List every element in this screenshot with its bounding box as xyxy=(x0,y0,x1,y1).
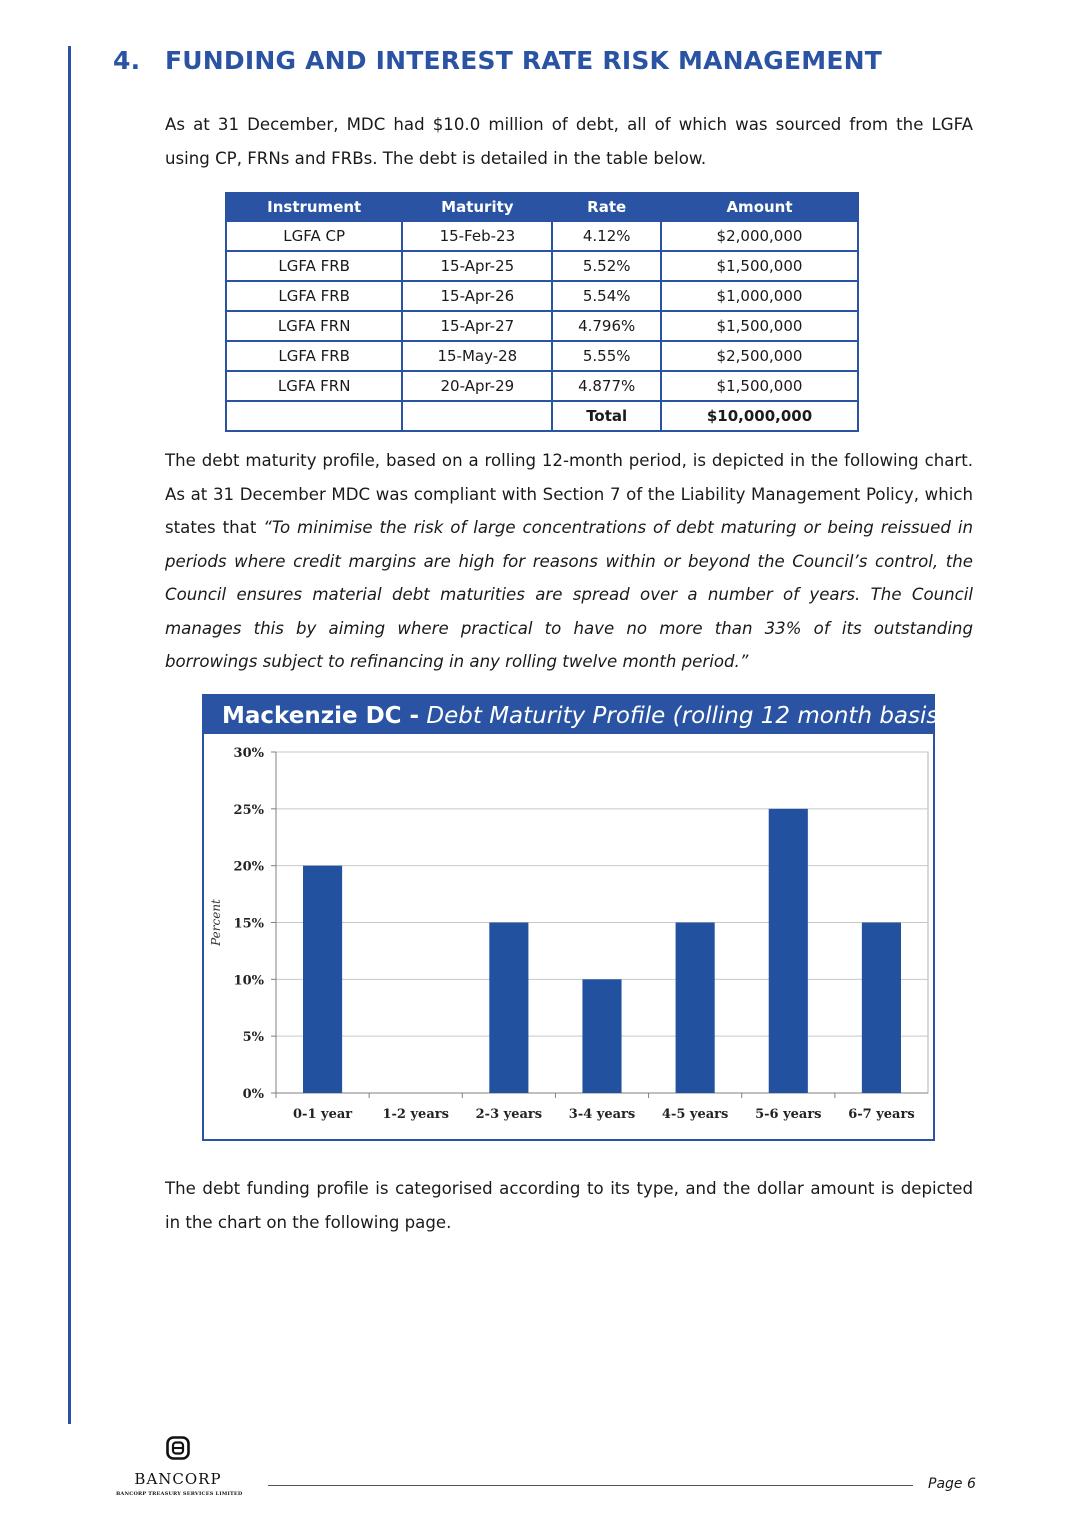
policy-quote: “To minimise the risk of large concentrations of debt maturing or being reissued in periods where credit margins are high for reasons within or beyond the Council’s control, the Council ensures material debt maturities are spread over a number of years. The Council manages this by aiming where practical to have no more than 33% of its outstanding borrowings subject to refinancing in any rolling twelve month period.” xyxy=(165,518,973,671)
cell-instrument: LGFA CP xyxy=(226,221,402,251)
cell-rate: 5.55% xyxy=(552,341,661,371)
table-row xyxy=(226,311,858,341)
x-tick-label: 5-6 years xyxy=(755,1107,822,1122)
cell-maturity: 15-May-28 xyxy=(402,341,552,371)
cell-rate: 5.54% xyxy=(552,281,661,311)
cell-rate: 4.877% xyxy=(552,371,661,401)
cell-maturity: 15-Feb-23 xyxy=(402,221,552,251)
footer-divider xyxy=(268,1485,913,1486)
cell-instrument: LGFA FRB xyxy=(226,341,402,371)
table-row xyxy=(226,221,858,251)
cell-amount: $1,000,000 xyxy=(661,281,858,311)
y-tick-label: 0% xyxy=(242,1087,264,1102)
y-tick-label: 15% xyxy=(233,916,264,932)
table-row xyxy=(226,371,858,401)
cell-instrument: LGFA FRN xyxy=(226,371,402,401)
bancorp-logo-icon xyxy=(166,1436,190,1460)
bancorp-wordmark: BANCORP xyxy=(134,1470,222,1488)
x-tick-label: 6-7 years xyxy=(848,1107,915,1122)
cell-empty xyxy=(226,401,402,431)
cell-amount: $1,500,000 xyxy=(661,251,858,281)
x-tick-label: 3-4 years xyxy=(568,1107,636,1122)
section-number: 4. xyxy=(113,46,141,75)
cell-instrument: LGFA FRB xyxy=(226,281,402,311)
table-row xyxy=(226,251,858,281)
cell-amount: $1,500,000 xyxy=(661,371,858,401)
y-tick-label: 30% xyxy=(233,746,264,761)
debt-table xyxy=(225,192,859,432)
chart-title-rest: Debt Maturity Profile (rolling 12 month basis) xyxy=(426,703,948,729)
bar-5-6-years xyxy=(769,809,808,1093)
bancorp-logo xyxy=(116,1436,243,1497)
cell-amount: $2,500,000 xyxy=(661,341,858,371)
table-total-row xyxy=(226,401,858,431)
section-title: FUNDING AND INTEREST RATE RISK MANAGEMENT xyxy=(165,46,883,75)
cell-maturity: 15-Apr-26 xyxy=(402,281,552,311)
x-tick-label: 2-3 years xyxy=(475,1107,543,1122)
header-maturity: Maturity xyxy=(402,193,552,221)
cell-empty xyxy=(402,401,552,431)
cell-instrument: LGFA FRB xyxy=(226,251,402,281)
header-instrument: Instrument xyxy=(226,193,402,221)
cell-rate: 4.796% xyxy=(552,311,661,341)
cell-amount: $1,500,000 xyxy=(661,311,858,341)
bar-2-3-years xyxy=(489,923,528,1094)
maturity-paragraph xyxy=(165,444,973,679)
cell-rate: 4.12% xyxy=(552,221,661,251)
table-header-row xyxy=(226,193,858,221)
page-number: Page 6 xyxy=(928,1476,976,1492)
bar-4-5-years xyxy=(676,923,715,1094)
header-rate: Rate xyxy=(552,193,661,221)
table-row xyxy=(226,341,858,371)
section-heading xyxy=(113,46,882,75)
chart-plot xyxy=(204,696,933,1139)
table-row xyxy=(226,281,858,311)
total-value: $10,000,000 xyxy=(661,401,858,431)
y-tick-label: 10% xyxy=(233,973,264,989)
y-tick-label: 25% xyxy=(233,802,264,818)
chart-title-lead: Mackenzie DC - xyxy=(222,703,420,729)
bancorp-subtitle: BANCORP TREASURY SERVICES LIMITED xyxy=(116,1491,243,1497)
header-amount: Amount xyxy=(661,193,858,221)
cell-maturity: 20-Apr-29 xyxy=(402,371,552,401)
cell-instrument: LGFA FRN xyxy=(226,311,402,341)
x-tick-label: 0-1 year xyxy=(293,1107,353,1122)
debt-maturity-chart xyxy=(202,694,948,1141)
bar-3-4-years xyxy=(582,979,621,1093)
bar-6-7-years xyxy=(862,923,901,1094)
y-tick-label: 5% xyxy=(242,1030,264,1046)
maturity-text: The debt maturity profile, based on a rolling 12-month period, is depicted in the following chart. As at 31 December MDC was compliant with Section 7 of the Liability Management Policy, which states that xyxy=(165,451,973,537)
cell-rate: 5.52% xyxy=(552,251,661,281)
bar-0-1-year xyxy=(303,866,342,1093)
y-axis-label: Percent xyxy=(209,899,223,946)
cell-amount: $2,000,000 xyxy=(661,221,858,251)
cell-maturity: 15-Apr-25 xyxy=(402,251,552,281)
x-tick-label: 4-5 years xyxy=(661,1107,729,1122)
total-label: Total xyxy=(552,401,661,431)
x-tick-label: 1-2 years xyxy=(382,1107,449,1122)
closing-paragraph: The debt funding profile is categorised according to its type, and the dollar amount is depicted in the chart on the following page. xyxy=(165,1179,973,1232)
left-margin-rule xyxy=(68,46,71,1424)
cell-maturity: 15-Apr-27 xyxy=(402,311,552,341)
y-tick-label: 20% xyxy=(233,859,264,875)
intro-paragraph: As at 31 December, MDC had $10.0 million of debt, all of which was sourced from the LGFA using CP, FRNs and FRBs. The debt is detailed in the table below. xyxy=(165,115,973,168)
